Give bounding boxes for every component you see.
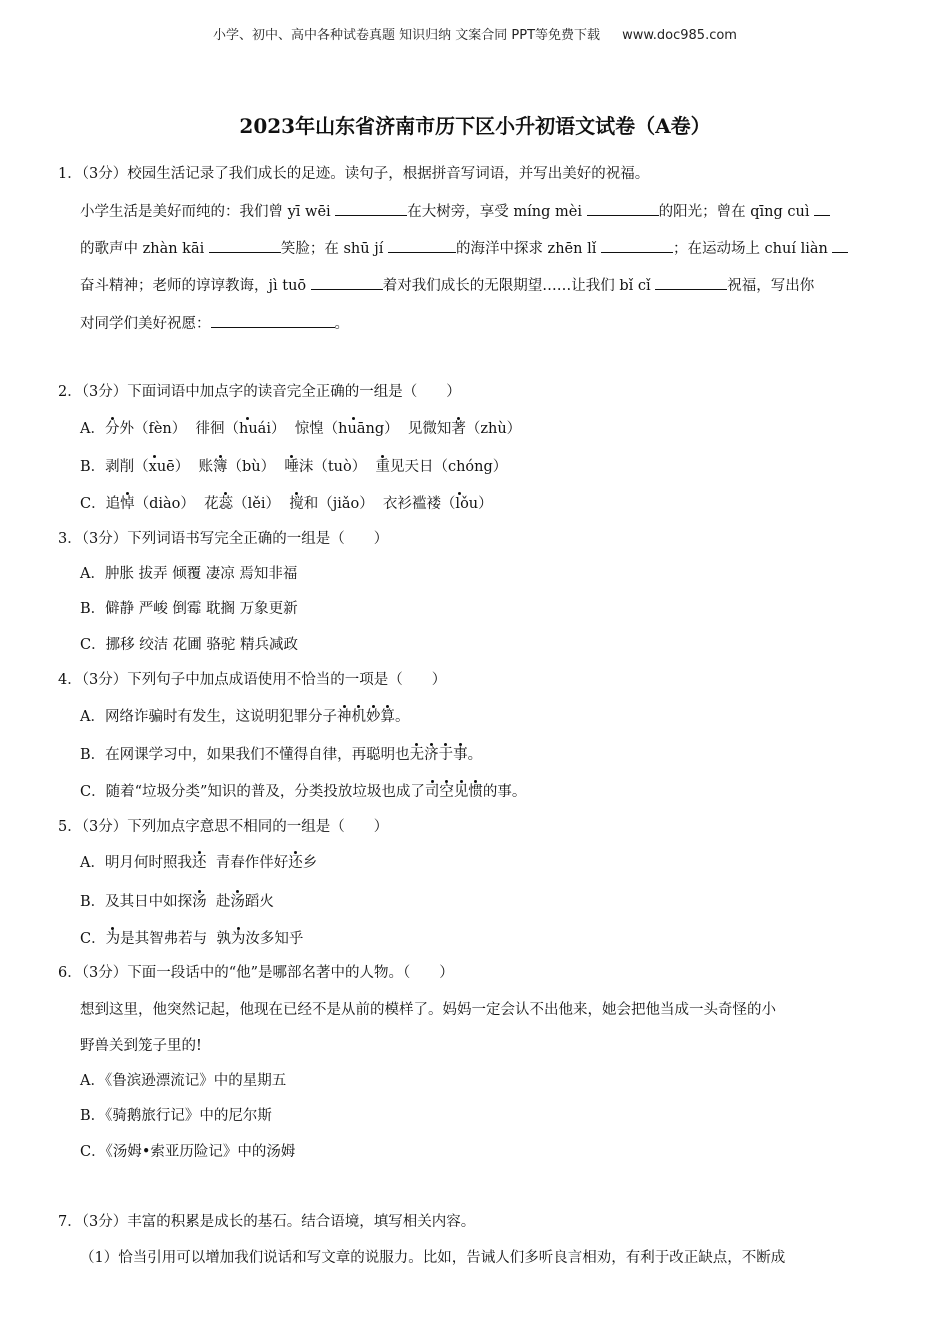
- dotted-char: 妙: [365, 709, 381, 725]
- q1-text: 着对我们成长的无限期望……让我们 bǐ cǐ: [382, 278, 656, 294]
- option-text: A．网络诈骗时有发生，这说明犯罪分子: [80, 709, 337, 725]
- q1-text: 奋斗精神；老师的谆谆教诲，jì tuō: [80, 278, 311, 294]
- q6-option-b[interactable]: B．《骑鹅旅行记》中的尼尔斯: [80, 1108, 272, 1124]
- dotted-char: 见: [453, 784, 469, 800]
- q4-option-a[interactable]: [80, 707, 409, 727]
- q1-text: 对同学们美好祝愿：: [80, 316, 211, 332]
- q1-line-3: [80, 275, 814, 296]
- option-label: B．: [80, 459, 106, 475]
- option-text: 青春作伴好: [206, 855, 289, 871]
- option-text: 徘: [195, 421, 210, 437]
- option-text: B．在网课学习中，如果我们不懂得自律，再聪明也: [80, 747, 410, 763]
- option-label: C．: [80, 496, 106, 512]
- option-text: （lěi）: [233, 496, 280, 512]
- q4-option-b[interactable]: [80, 745, 482, 765]
- dotted-char: 分: [104, 421, 120, 437]
- option-text: （bù）: [227, 459, 276, 475]
- dotted-char: 蕊: [218, 496, 234, 512]
- q1-text: 祝福，写出你: [727, 278, 815, 294]
- q5-option-a[interactable]: [80, 853, 317, 873]
- dotted-char: 悼: [120, 496, 135, 512]
- answer-blank[interactable]: [311, 275, 383, 290]
- q3-option-a[interactable]: A．肿胀 拔弄 倾覆 凄凉 焉知非福: [80, 566, 298, 582]
- answer-blank[interactable]: [211, 313, 335, 328]
- q3-stem: 3．（3分）下列词语书写完全正确的一组是（ ）: [58, 531, 389, 547]
- option-text: A．明月何时照我: [80, 855, 192, 871]
- dotted-char: 还: [191, 855, 207, 871]
- q1-line-4: [80, 313, 349, 334]
- q5-stem: 5．（3分）下列加点字意思不相同的一组是（ ）: [58, 819, 389, 835]
- q7-stem: 7．（3分）丰富的积累是成长的基石。结合语境，填写相关内容。: [58, 1214, 476, 1230]
- exam-title: 2023年山东省济南市历下区小升初语文试卷（A卷）: [239, 114, 711, 138]
- option-text: 沫（tuò）: [298, 459, 367, 475]
- answer-blank[interactable]: [388, 238, 456, 253]
- option-text: 见天日（chóng）: [389, 459, 508, 475]
- dotted-char: 削（xuē）: [119, 459, 190, 475]
- page-header: [0, 24, 950, 43]
- dotted-char: 徊（huái）: [210, 421, 286, 437]
- option-text: 追: [105, 496, 121, 512]
- dotted-char: 无: [409, 747, 425, 763]
- dotted-char: 空: [439, 784, 454, 800]
- option-text: （zhù）: [465, 421, 522, 437]
- option-text: 乡: [302, 855, 318, 871]
- q2-option-c[interactable]: [80, 494, 493, 514]
- q1-text: 的歌声中 zhàn kāi: [80, 241, 209, 257]
- dotted-char: 簿: [212, 459, 228, 475]
- q6-option-a[interactable]: A．《鲁滨逊漂流记》中的星期五: [80, 1073, 287, 1089]
- q1-text: 笑脸；在 shū jí: [280, 241, 388, 257]
- option-text: 蹈火: [244, 894, 274, 910]
- option-text: 。: [467, 747, 483, 763]
- option-text: 赴: [206, 894, 231, 910]
- dotted-word: [410, 747, 468, 763]
- q6-passage-line-1: 想到这里，他突然记起，他现在已经不是从前的模样了。妈妈一定会认不出他来，她会把他当成一头奇怪的小: [80, 1002, 776, 1018]
- option-text: 衣衫: [382, 496, 412, 512]
- q6-passage-line-2: 野兽关到笼子里的!: [80, 1038, 202, 1054]
- option-label: A．: [80, 421, 105, 437]
- q1-text: ；在运动场上 chuí liàn: [672, 241, 833, 257]
- header-url[interactable]: www.doc985.com: [622, 28, 737, 43]
- q1-line-2: [80, 238, 848, 259]
- q1-stem: 1．（3分）校园生活记录了我们成长的足迹。读句子，根据拼音写词语，并写出美好的祝福。: [58, 166, 650, 182]
- q7-sub-1: （1）恰当引用可以增加我们说话和写文章的说服力。比如，告诫人们多听良言相劝，有利于改正缺点，不断成: [80, 1250, 786, 1266]
- option-text: 是其智弗若与 孰: [120, 931, 231, 947]
- answer-blank[interactable]: [601, 238, 673, 253]
- answer-blank[interactable]: [587, 201, 659, 216]
- dotted-char: 神: [336, 709, 352, 725]
- dotted-char: 搅: [289, 496, 304, 512]
- q1-text: 的阳光；曾在 qīng cuì: [658, 204, 815, 220]
- header-slogan: 小学、初中、高中各种试卷真题 知识归纳 文案合同 PPT等免费下载: [213, 28, 601, 43]
- option-text: 账: [198, 459, 213, 475]
- option-text: B．及其日中如探: [80, 894, 193, 910]
- option-text: 剥: [105, 459, 120, 475]
- q1-line-1: [80, 201, 830, 222]
- q6-option-c[interactable]: C．《汤姆•索亚历险记》中的汤姆: [80, 1144, 296, 1160]
- dotted-char: 为: [230, 931, 246, 947]
- option-text: 外（fèn）: [119, 421, 187, 437]
- dotted-char: 惯: [468, 784, 483, 800]
- option-text: 汝多知乎: [245, 931, 304, 947]
- option-text: （diào）: [134, 496, 195, 512]
- dotted-char: 于: [438, 747, 454, 763]
- q1-text: 小学生活是美好而纯的：我们曾 yī wēi: [80, 204, 336, 220]
- option-text: C．: [80, 931, 106, 947]
- dotted-char: 唾: [284, 459, 299, 475]
- dotted-char: 著: [451, 421, 466, 437]
- dotted-char: 机: [351, 709, 366, 725]
- dotted-char: 算: [380, 709, 395, 725]
- dotted-char: 事: [453, 747, 468, 763]
- q5-option-b[interactable]: [80, 892, 274, 912]
- q1-text: 的海洋中探求 zhēn lǐ: [455, 241, 601, 257]
- q5-option-c[interactable]: [80, 929, 303, 949]
- option-text: 褴: [411, 496, 427, 512]
- q2-stem: 2．（3分）下面词语中加点字的读音完全正确的一组是（ ）: [58, 384, 461, 400]
- dotted-char: 为: [105, 931, 121, 947]
- answer-blank[interactable]: [832, 238, 848, 253]
- answer-blank[interactable]: [335, 201, 407, 216]
- dotted-word: [425, 784, 483, 800]
- option-text: 花: [204, 496, 219, 512]
- option-text: 和（jiǎo）: [303, 496, 374, 512]
- dotted-char: 汤: [192, 894, 207, 910]
- q2-option-a[interactable]: [80, 419, 521, 439]
- dotted-char: 惶（huāng）: [309, 421, 399, 437]
- q3-option-b[interactable]: B．僻静 严峻 倒霉 耽搁 万象更新: [80, 601, 298, 617]
- dotted-char: 司: [424, 784, 440, 800]
- dotted-char: 重: [375, 459, 390, 475]
- q3-option-c[interactable]: C．挪移 绞洁 花圃 骆驼 精兵减政: [80, 637, 299, 653]
- q6-stem: 6．（3分）下面一段话中的“他”是哪部名著中的人物。（ ）: [58, 965, 454, 981]
- q1-text: 。: [334, 316, 349, 332]
- answer-blank[interactable]: [814, 201, 830, 216]
- dotted-char: 褛（lǒu）: [426, 496, 493, 512]
- option-text: 见微知: [407, 421, 452, 437]
- answer-blank[interactable]: [655, 275, 727, 290]
- dotted-word: [337, 709, 395, 725]
- option-text: 的事。: [482, 784, 527, 800]
- q4-option-c[interactable]: [80, 782, 526, 802]
- dotted-char: 济: [424, 747, 439, 763]
- dotted-char: 汤: [230, 894, 245, 910]
- q2-option-b[interactable]: [80, 457, 507, 477]
- option-text: 。: [394, 709, 410, 725]
- q4-stem: 4．（3分）下列句子中加点成语使用不恰当的一项是（ ）: [58, 672, 447, 688]
- q1-text: 在大树旁，享受 míng mèi: [407, 204, 587, 220]
- option-text: C．随着“垃圾分类”知识的普及，分类投放垃圾也成了: [80, 784, 425, 800]
- answer-blank[interactable]: [209, 238, 281, 253]
- option-text: 惊: [294, 421, 310, 437]
- dotted-char: 还: [288, 855, 303, 871]
